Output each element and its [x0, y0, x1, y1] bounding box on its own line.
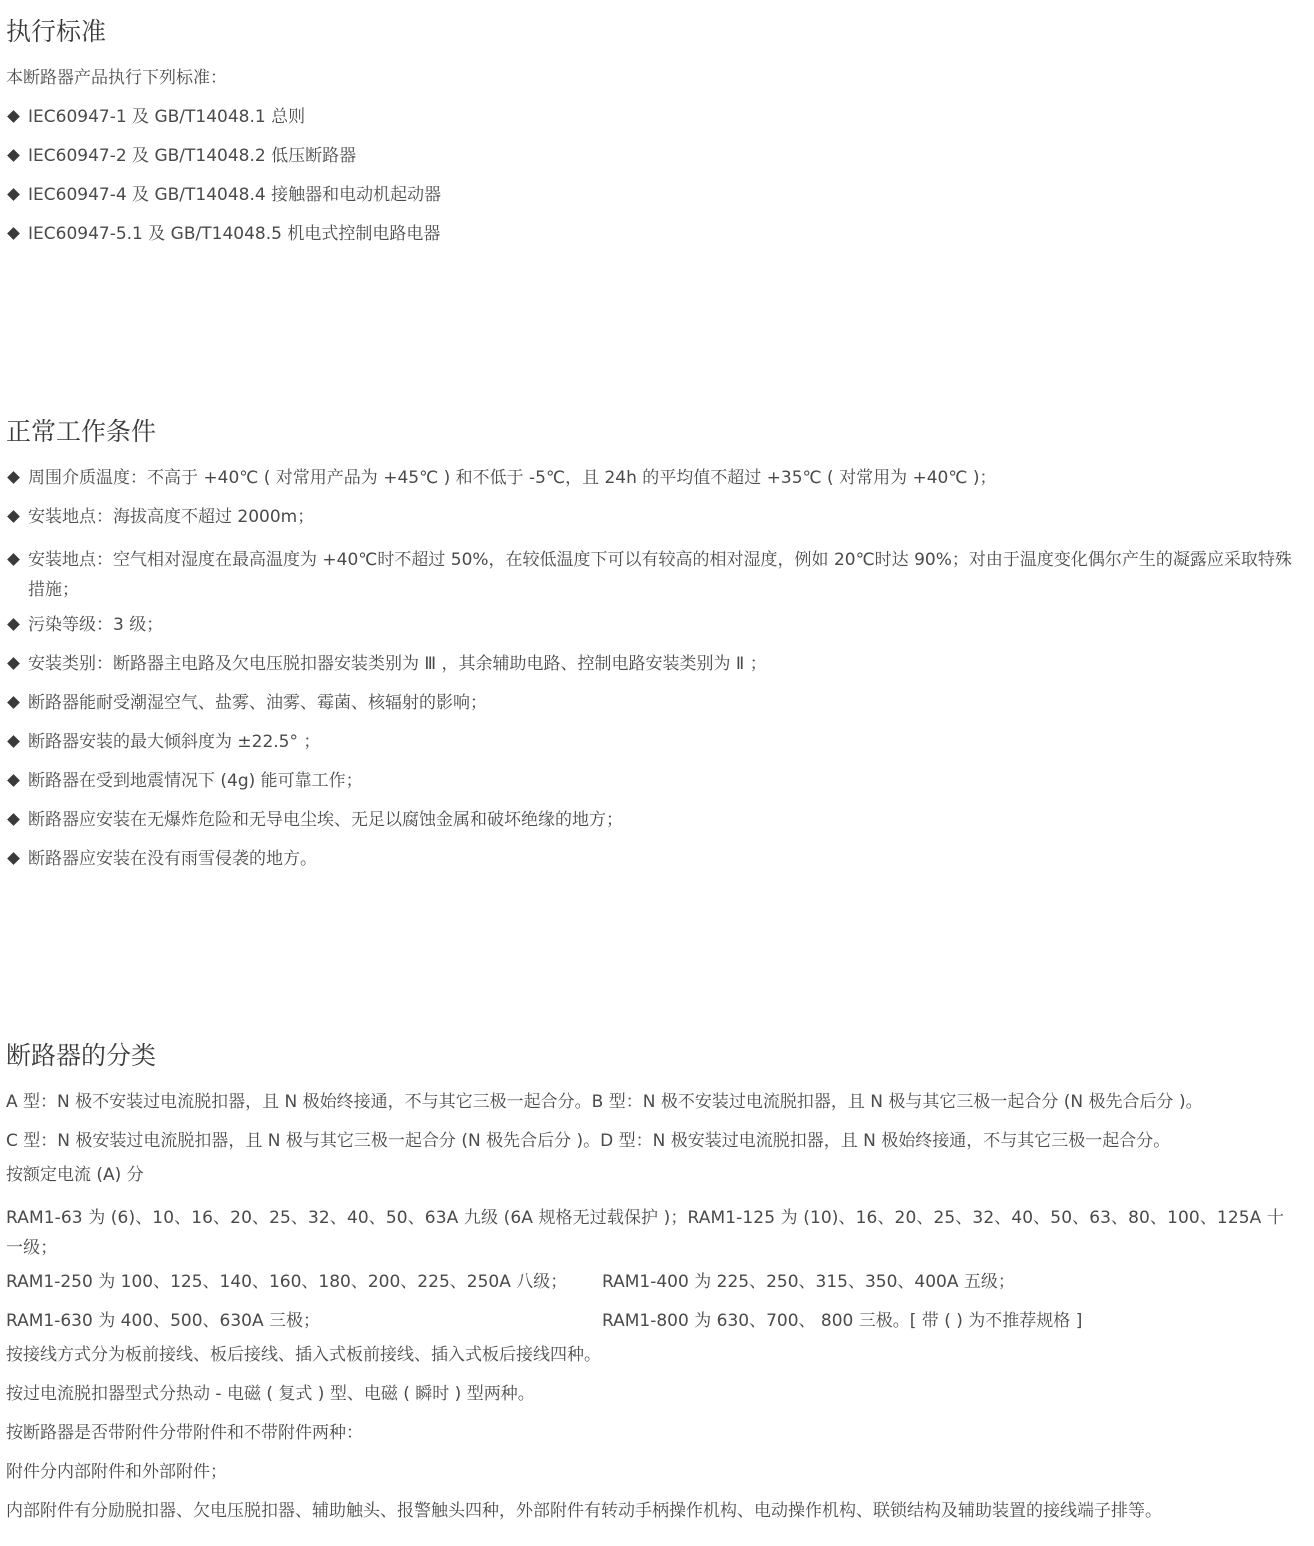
- diamond-bullet-icon: [7, 774, 20, 787]
- ram63-125-text: RAM1-63 为 (6)、10、16、20、25、32、40、50、63A 九级 (6A 规格无过载保护 )；RAM1-125 为 (10)、16、20、25、32、40、50、63、80、100、125A 十一级；: [6, 1208, 1285, 1258]
- ram250-text: RAM1-250 为 100、125、140、160、180、200、225、250A 八级；: [6, 1272, 568, 1292]
- list-item: 断路器安装的最大倾斜度为 ±22.5° ；: [6, 731, 320, 753]
- diamond-bullet-icon: [7, 188, 20, 201]
- list-item: 断路器应安装在没有雨雪侵袭的地方。: [6, 848, 317, 870]
- type-cd-text: C 型：N 极安装过电流脱扣器，且 N 极与其它三极一起合分 (N 极先合后分 )。D 型：N 极安装过电流脱扣器，且 N 极始终接通，不与其它三极一起合分。: [6, 1131, 1171, 1151]
- diamond-bullet-icon: [7, 735, 20, 748]
- ram400-text: RAM1-400 为 225、250、315、350、400A 五级；: [602, 1272, 1015, 1292]
- conditions-title: 正常工作条件: [6, 417, 157, 446]
- ram630-text: RAM1-630 为 400、500、630A 三极；: [6, 1311, 321, 1331]
- diamond-bullet-icon: [7, 149, 20, 162]
- list-item: 污染等级：3 级；: [6, 614, 163, 636]
- list-item: 安装类别：断路器主电路及欠电压脱扣器安装类别为 Ⅲ ，其余辅助电路、控制电路安装类别为 Ⅱ ；: [6, 653, 767, 675]
- ram630-800-row: [6, 1310, 1296, 1332]
- wiring-text: 按接线方式分为板前接线、板后接线、插入式板前接线、插入式板后接线四种。: [6, 1345, 601, 1365]
- diamond-bullet-icon: [7, 618, 20, 631]
- list-item: 断路器应安装在无爆炸危险和无导电尘埃、无足以腐蚀金属和破坏绝缘的地方；: [6, 809, 623, 831]
- ram250-400-row: [6, 1271, 1296, 1293]
- standards-title: 执行标准: [6, 17, 107, 46]
- diamond-bullet-icon: [7, 852, 20, 865]
- release-type-text: 按过电流脱扣器型式分热动 - 电磁 ( 复式 ) 型、电磁 ( 瞬时 ) 型两种。: [6, 1384, 535, 1404]
- diamond-bullet-icon: [7, 657, 20, 670]
- list-item: IEC60947-4 及 GB/T14048.4 接触器和电动机起动器: [6, 184, 441, 206]
- list-item: 断路器能耐受潮湿空气、盐雾、油雾、霉菌、核辐射的影响；: [6, 692, 487, 714]
- list-item: 周围介质温度：不高于 +40℃ ( 对常用产品为 +45℃ ) 和不低于 -5℃，且 24h 的平均值不超过 +35℃ ( 对常用为 +40℃ )；: [6, 467, 997, 489]
- classification-title: 断路器的分类: [6, 1041, 157, 1070]
- diamond-bullet-icon: [7, 227, 20, 240]
- ram800-text: RAM1-800 为 630、700、 800 三极。[ 带 ( ) 为不推荐规格 ]: [602, 1311, 1083, 1331]
- diamond-bullet-icon: [7, 813, 20, 826]
- diamond-bullet-icon: [7, 553, 20, 566]
- diamond-bullet-icon: [7, 471, 20, 484]
- list-item: 安装地点：空气相对湿度在最高温度为 +40℃时不超过 50%，在较低温度下可以有较高的相对湿度，例如 20℃时达 90%；对由于温度变化偶尔产生的凝露应采取特殊措施；: [6, 545, 1298, 605]
- list-item: IEC60947-5.1 及 GB/T14048.5 机电式控制电路电器: [6, 223, 440, 245]
- by-current-heading: 按额定电流 (A) 分: [6, 1165, 144, 1185]
- list-item: 安装地点：海拔高度不超过 2000m；: [6, 506, 314, 528]
- standards-intro: 本断路器产品执行下列标准：: [6, 68, 227, 88]
- diamond-bullet-icon: [7, 696, 20, 709]
- list-item: 断路器在受到地震情况下 (4g) 能可靠工作；: [6, 770, 363, 792]
- type-ab-text: A 型：N 极不安装过电流脱扣器，且 N 极始终接通，不与其它三极一起合分。B 型：N 极不安装过电流脱扣器，且 N 极与其它三极一起合分 (N 极先合后分 )。: [6, 1092, 1203, 1112]
- diamond-bullet-icon: [7, 110, 20, 123]
- list-item: IEC60947-1 及 GB/T14048.1 总则: [6, 106, 305, 128]
- accessory-split-text: 附件分内部附件和外部附件；: [6, 1462, 227, 1482]
- diamond-bullet-icon: [7, 510, 20, 523]
- accessory-detail-text: 内部附件有分励脱扣器、欠电压脱扣器、辅助触头、报警触头四种，外部附件有转动手柄操作机构、电动操作机构、联锁结构及辅助装置的接线端子排等。: [6, 1501, 1162, 1521]
- list-item: IEC60947-2 及 GB/T14048.2 低压断路器: [6, 145, 356, 167]
- accessory-text: 按断路器是否带附件分带附件和不带附件两种：: [6, 1423, 363, 1443]
